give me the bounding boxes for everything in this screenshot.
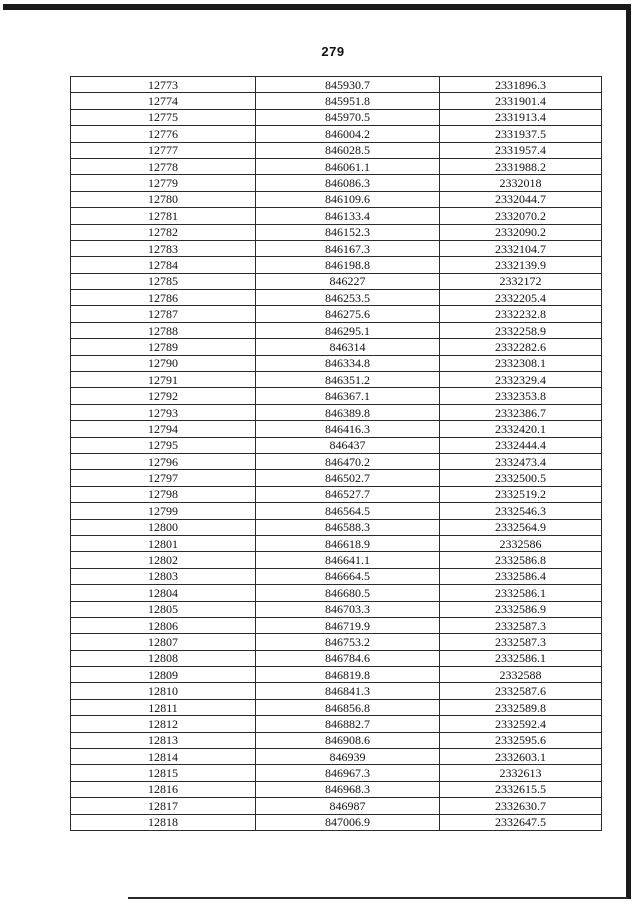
point-id-cell: 12778 (71, 158, 256, 174)
table-row (71, 519, 602, 535)
northing-cell: 2332603.1 (440, 749, 602, 765)
point-id-cell: 12781 (71, 208, 256, 224)
northing-cell: 2332586 (440, 535, 602, 551)
easting-cell: 846470.2 (256, 453, 440, 469)
northing-cell: 2332586.4 (440, 568, 602, 584)
table-row (71, 470, 602, 486)
table-row (71, 486, 602, 502)
table-row (71, 503, 602, 519)
northing-cell: 2332353.8 (440, 388, 602, 404)
northing-cell: 2332519.2 (440, 486, 602, 502)
table-row (71, 552, 602, 568)
easting-cell: 846502.7 (256, 470, 440, 486)
point-id-cell: 12796 (71, 453, 256, 469)
point-id-cell: 12800 (71, 519, 256, 535)
point-id-cell: 12803 (71, 568, 256, 584)
point-id-cell: 12779 (71, 175, 256, 191)
point-id-cell: 12797 (71, 470, 256, 486)
easting-cell: 846004.2 (256, 126, 440, 142)
point-id-cell: 12804 (71, 585, 256, 601)
table-row (71, 683, 602, 699)
easting-cell: 846389.8 (256, 404, 440, 420)
easting-cell: 846719.9 (256, 617, 440, 633)
table-row (71, 339, 602, 355)
point-id-cell: 12818 (71, 814, 256, 830)
point-id-cell: 12795 (71, 437, 256, 453)
point-id-cell: 12782 (71, 224, 256, 240)
easting-cell: 846967.3 (256, 765, 440, 781)
northing-cell: 2332586.1 (440, 585, 602, 601)
table-row (71, 453, 602, 469)
northing-cell: 2332587.6 (440, 683, 602, 699)
point-id-cell: 12805 (71, 601, 256, 617)
easting-cell: 846753.2 (256, 634, 440, 650)
easting-cell: 847006.9 (256, 814, 440, 830)
table-row (71, 158, 602, 174)
point-id-cell: 12788 (71, 322, 256, 338)
table-row (71, 208, 602, 224)
table-row (71, 568, 602, 584)
northing-cell: 2332587.3 (440, 634, 602, 650)
page-number: 279 (321, 44, 345, 59)
easting-cell: 846351.2 (256, 372, 440, 388)
table-row (71, 798, 602, 814)
northing-cell: 2332564.9 (440, 519, 602, 535)
northing-cell: 2332586.9 (440, 601, 602, 617)
northing-cell: 2332139.9 (440, 257, 602, 273)
table-row (71, 421, 602, 437)
table-row (71, 650, 602, 666)
table-row (71, 699, 602, 715)
northing-cell: 2332615.5 (440, 781, 602, 797)
northing-cell: 2332420.1 (440, 421, 602, 437)
point-id-cell: 12794 (71, 421, 256, 437)
northing-cell: 2331957.4 (440, 142, 602, 158)
easting-cell: 846784.6 (256, 650, 440, 666)
northing-cell: 2332070.2 (440, 208, 602, 224)
easting-cell: 846061.1 (256, 158, 440, 174)
table-row (71, 716, 602, 732)
northing-cell: 2332205.4 (440, 290, 602, 306)
easting-cell: 846227 (256, 273, 440, 289)
point-id-cell: 12784 (71, 257, 256, 273)
table-row (71, 388, 602, 404)
easting-cell: 846198.8 (256, 257, 440, 273)
northing-cell: 2332018 (440, 175, 602, 191)
table-row (71, 191, 602, 207)
table-row (71, 93, 602, 109)
point-id-cell: 12813 (71, 732, 256, 748)
table-row (71, 667, 602, 683)
easting-cell: 846167.3 (256, 240, 440, 256)
northing-cell: 2332588 (440, 667, 602, 683)
easting-cell: 846968.3 (256, 781, 440, 797)
table-row (71, 601, 602, 617)
easting-cell: 846416.3 (256, 421, 440, 437)
easting-cell: 846133.4 (256, 208, 440, 224)
table-row (71, 765, 602, 781)
northing-cell: 2332595.6 (440, 732, 602, 748)
point-id-cell: 12802 (71, 552, 256, 568)
easting-cell: 846819.8 (256, 667, 440, 683)
point-id-cell: 12789 (71, 339, 256, 355)
table-row (71, 535, 602, 551)
point-id-cell: 12811 (71, 699, 256, 715)
easting-cell: 845930.7 (256, 77, 440, 93)
northing-cell: 2332090.2 (440, 224, 602, 240)
point-id-cell: 12799 (71, 503, 256, 519)
easting-cell: 846152.3 (256, 224, 440, 240)
easting-cell: 845970.5 (256, 109, 440, 125)
point-id-cell: 12785 (71, 273, 256, 289)
table-row (71, 77, 602, 93)
table-row (71, 257, 602, 273)
point-id-cell: 12810 (71, 683, 256, 699)
point-id-cell: 12817 (71, 798, 256, 814)
northing-cell: 2331913.4 (440, 109, 602, 125)
easting-cell: 846028.5 (256, 142, 440, 158)
northing-cell: 2332044.7 (440, 191, 602, 207)
easting-cell: 846618.9 (256, 535, 440, 551)
easting-cell: 846314 (256, 339, 440, 355)
table-row (71, 290, 602, 306)
easting-cell: 846939 (256, 749, 440, 765)
easting-cell: 846275.6 (256, 306, 440, 322)
point-id-cell: 12812 (71, 716, 256, 732)
northing-cell: 2332647.5 (440, 814, 602, 830)
table-row (71, 109, 602, 125)
northing-cell: 2332104.7 (440, 240, 602, 256)
table-row (71, 175, 602, 191)
northing-cell: 2332232.8 (440, 306, 602, 322)
easting-cell: 846527.7 (256, 486, 440, 502)
northing-cell: 2332444.4 (440, 437, 602, 453)
table-row (71, 224, 602, 240)
table-row (71, 322, 602, 338)
table-row (71, 781, 602, 797)
northing-cell: 2331937.5 (440, 126, 602, 142)
easting-cell: 846882.7 (256, 716, 440, 732)
easting-cell: 846109.6 (256, 191, 440, 207)
point-id-cell: 12807 (71, 634, 256, 650)
easting-cell: 846680.5 (256, 585, 440, 601)
point-id-cell: 12798 (71, 486, 256, 502)
table-row (71, 404, 602, 420)
point-id-cell: 12783 (71, 240, 256, 256)
northing-cell: 2332592.4 (440, 716, 602, 732)
table-row (71, 749, 602, 765)
northing-cell: 2332386.7 (440, 404, 602, 420)
northing-cell: 2332282.6 (440, 339, 602, 355)
easting-cell: 846564.5 (256, 503, 440, 519)
easting-cell: 846856.8 (256, 699, 440, 715)
table-row (71, 585, 602, 601)
point-id-cell: 12801 (71, 535, 256, 551)
northing-cell: 2331901.4 (440, 93, 602, 109)
easting-cell: 846437 (256, 437, 440, 453)
easting-cell: 846908.6 (256, 732, 440, 748)
table-row (71, 240, 602, 256)
point-id-cell: 12774 (71, 93, 256, 109)
point-id-cell: 12814 (71, 749, 256, 765)
northing-cell: 2331988.2 (440, 158, 602, 174)
northing-cell: 2332586.8 (440, 552, 602, 568)
northing-cell: 2332308.1 (440, 355, 602, 371)
easting-cell: 846253.5 (256, 290, 440, 306)
northing-cell: 2332613 (440, 765, 602, 781)
table-row (71, 617, 602, 633)
point-id-cell: 12787 (71, 306, 256, 322)
easting-cell: 846295.1 (256, 322, 440, 338)
point-id-cell: 12790 (71, 355, 256, 371)
easting-cell: 846334.8 (256, 355, 440, 371)
point-id-cell: 12816 (71, 781, 256, 797)
table-row (71, 355, 602, 371)
northing-cell: 2332473.4 (440, 453, 602, 469)
northing-cell: 2332258.9 (440, 322, 602, 338)
table-row (71, 142, 602, 158)
easting-cell: 846664.5 (256, 568, 440, 584)
easting-cell: 846703.3 (256, 601, 440, 617)
northing-cell: 2332589.8 (440, 699, 602, 715)
northing-cell: 2332630.7 (440, 798, 602, 814)
table-row (71, 732, 602, 748)
point-id-cell: 12793 (71, 404, 256, 420)
point-id-cell: 12775 (71, 109, 256, 125)
easting-cell: 846086.3 (256, 175, 440, 191)
easting-cell: 846588.3 (256, 519, 440, 535)
point-id-cell: 12791 (71, 372, 256, 388)
northing-cell: 2332586.1 (440, 650, 602, 666)
northing-cell: 2332329.4 (440, 372, 602, 388)
easting-cell: 846841.3 (256, 683, 440, 699)
easting-cell: 845951.8 (256, 93, 440, 109)
point-id-cell: 12792 (71, 388, 256, 404)
point-id-cell: 12806 (71, 617, 256, 633)
table-row (71, 372, 602, 388)
point-id-cell: 12786 (71, 290, 256, 306)
easting-cell: 846641.1 (256, 552, 440, 568)
bottom-rule (128, 897, 628, 899)
point-id-cell: 12777 (71, 142, 256, 158)
northing-cell: 2332500.5 (440, 470, 602, 486)
point-id-cell: 12780 (71, 191, 256, 207)
easting-cell: 846367.1 (256, 388, 440, 404)
easting-cell: 846987 (256, 798, 440, 814)
point-id-cell: 12776 (71, 126, 256, 142)
northing-cell: 2332546.3 (440, 503, 602, 519)
coordinate-table-body (71, 77, 602, 831)
table-row (71, 273, 602, 289)
table-row (71, 437, 602, 453)
table-row (71, 306, 602, 322)
northing-cell: 2331896.3 (440, 77, 602, 93)
table-row (71, 634, 602, 650)
table-row (71, 814, 602, 830)
northing-cell: 2332587.3 (440, 617, 602, 633)
coordinate-table (70, 76, 602, 831)
point-id-cell: 12773 (71, 77, 256, 93)
point-id-cell: 12809 (71, 667, 256, 683)
point-id-cell: 12808 (71, 650, 256, 666)
northing-cell: 2332172 (440, 273, 602, 289)
point-id-cell: 12815 (71, 765, 256, 781)
table-row (71, 126, 602, 142)
